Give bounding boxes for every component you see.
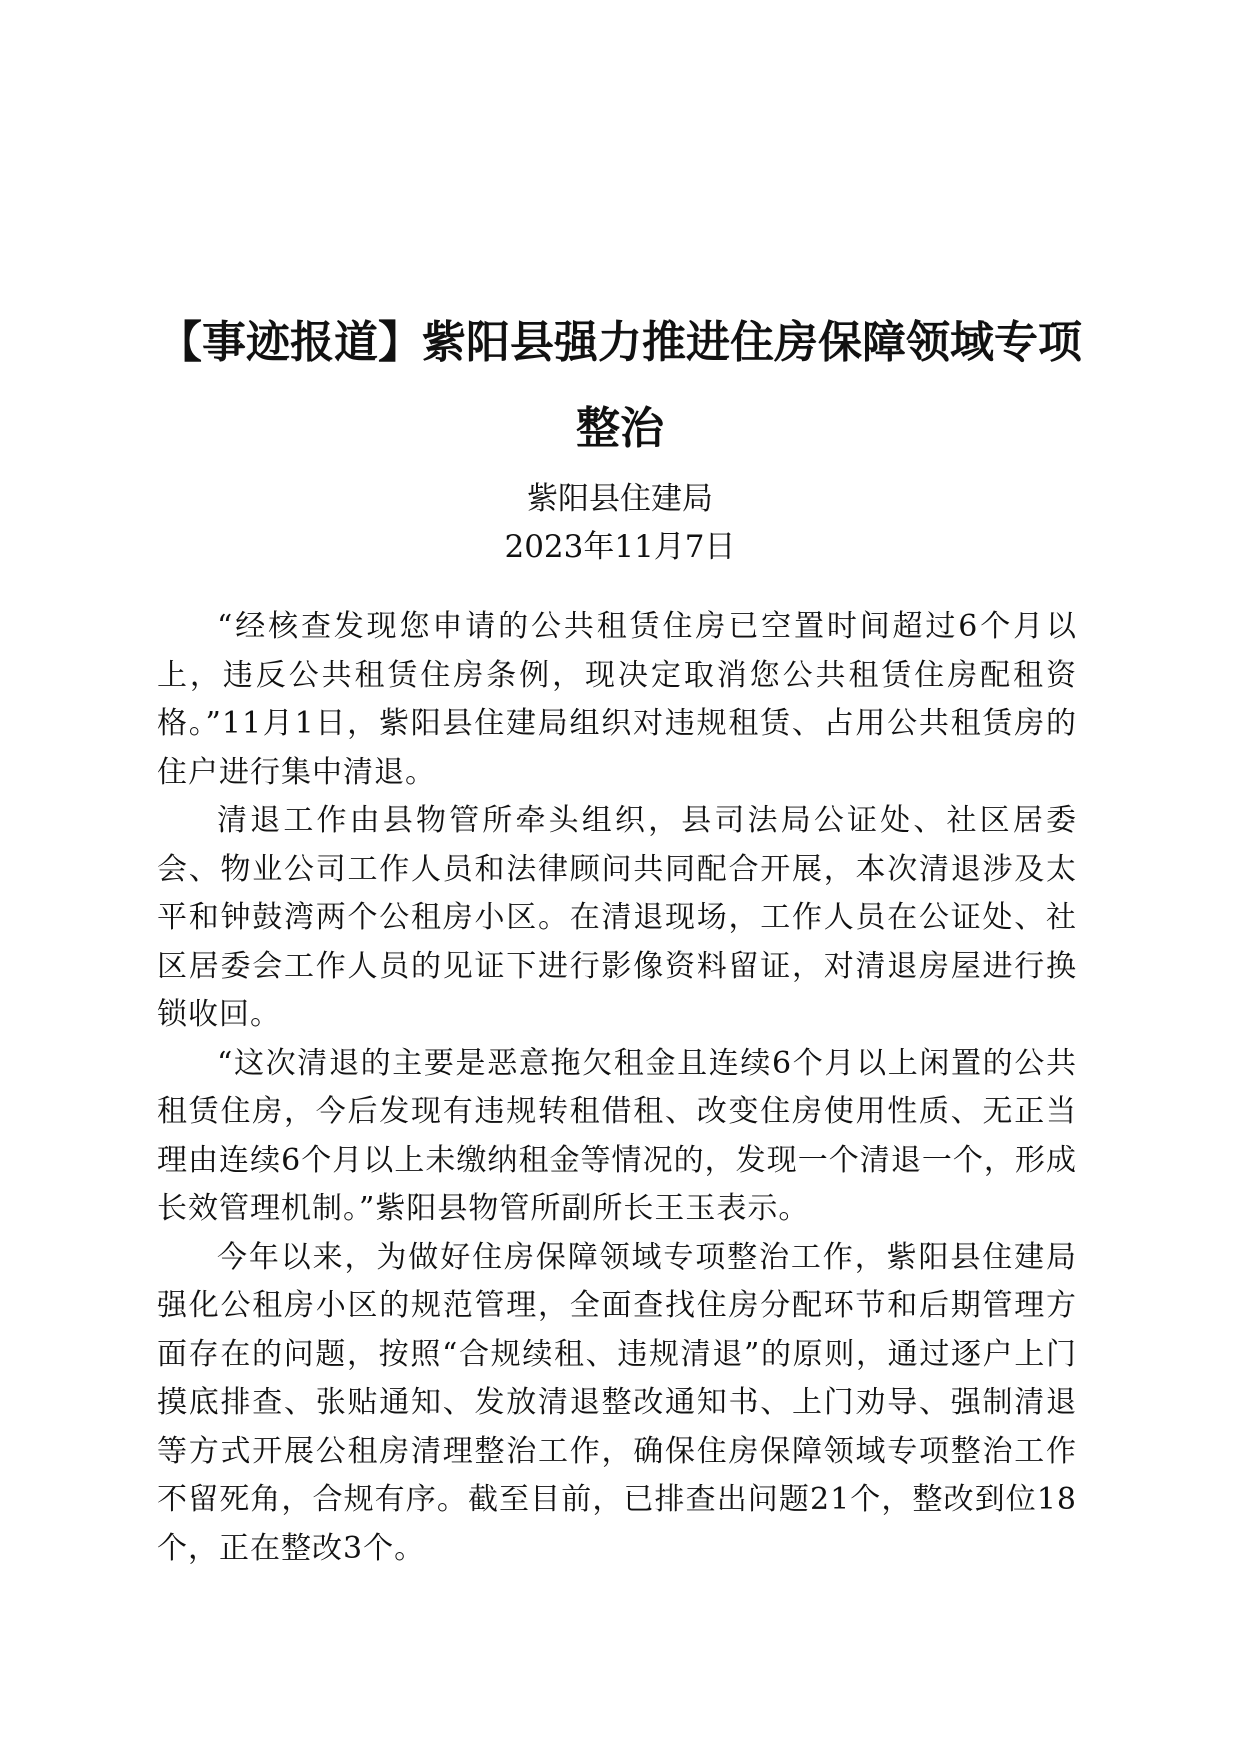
- paragraph-3: “这次清退的主要是恶意拖欠租金且连续6个月以上闲置的公共租赁住房，今后发现有违规转租借租、改变住房使用性质、无正当理由连续6个月以上未缴纳租金等情况的，发现一个清退一个，形成长效管理机制。”紫阳县物管所副所长王玉表示。: [157, 1045, 1077, 1226]
- date-line: 2023年11月7日: [504, 529, 736, 565]
- byline: [150, 475, 1090, 571]
- paragraph-1: “经核查发现您申请的公共租赁住房已空置时间超过6个月以上，违反公共租赁住房条例，现决定取消您公共租赁住房配租资格。”11月1日，紫阳县住建局组织对违规租赁、占用公共租赁房的住户进行集中清退。: [157, 609, 1077, 790]
- paragraph-4: 今年以来，为做好住房保障领域专项整治工作，紫阳县住建局强化公租房小区的规范管理，全面查找住房分配环节和后期管理方面存在的问题，按照“合规续租、违规清退”的原则，通过逐户上门摸底排查、张贴通知、发放清退整改通知书、上门劝导、强制清退等方式开展公租房清理整治工作，确保住房保障领域专项整治工作不留死角，合规有序。截至目前，已排查出问题21个，整改到位18个，正在整改3个。: [157, 1239, 1077, 1566]
- paragraph-2: 清退工作由县物管所牵头组织，县司法局公证处、社区居委会、物业公司工作人员和法律顾问共同配合开展，本次清退涉及太平和钟鼓湾两个公租房小区。在清退现场，工作人员在公证处、社区居委会工作人员的见证下进行影像资料留证，对清退房屋进行换锁收回。: [157, 803, 1077, 1032]
- article-body: [157, 603, 1077, 1573]
- page-title: 【事迹报道】紫阳县强力推进住房保障领域专项整治: [158, 317, 1082, 454]
- author-line: 紫阳县住建局: [527, 481, 713, 517]
